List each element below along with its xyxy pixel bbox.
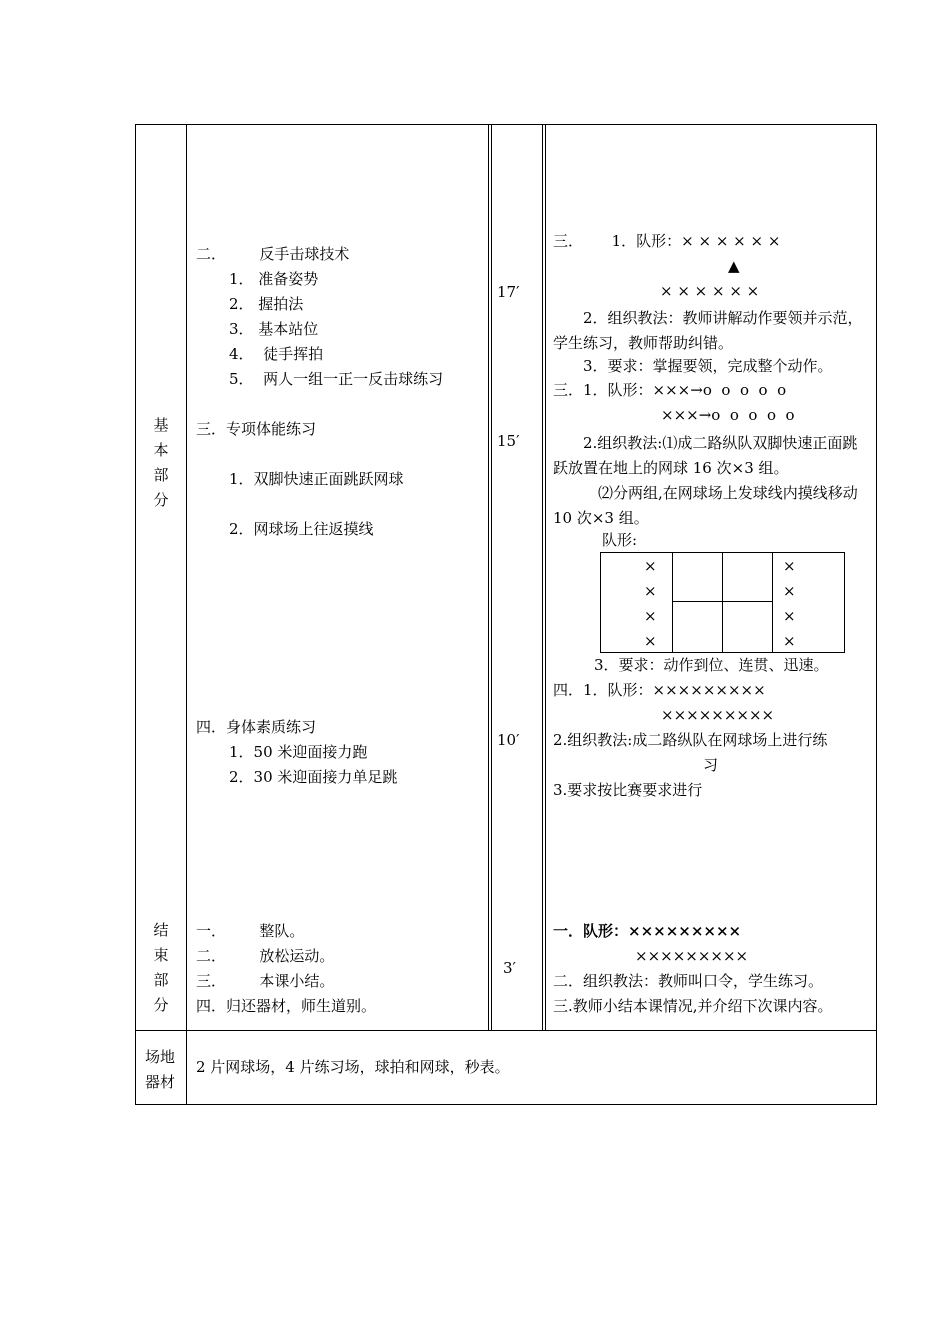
equipment-label-2: 器材 — [145, 1073, 176, 1091]
section-basic: 基本部分 — [153, 416, 169, 509]
m3-formation: 三． 1．队形：× × × × × × — [553, 232, 781, 250]
m3-row2: × × × × × × — [660, 282, 760, 300]
b2-item-2: 2． 握拍法 — [229, 295, 304, 313]
court-line-right — [772, 553, 773, 652]
court-line-service — [672, 601, 772, 602]
b3-item-1: 1．双脚快速正面跳跃网球 — [229, 470, 404, 488]
col-divider-2a — [488, 124, 489, 1030]
end-item-1: 一． 整队。 — [196, 922, 305, 940]
court-mark-r4: × — [783, 632, 796, 650]
equipment-label-1: 场地 — [145, 1048, 176, 1066]
me-row2: ××××××××× — [635, 947, 749, 965]
me-teach: 二．组织教法：教师叫口令，学生练习。 — [553, 972, 824, 990]
time-2: 15′ — [497, 432, 520, 450]
court-mark-l3: × — [644, 607, 657, 625]
table-border-left — [135, 124, 136, 1105]
m3b-teach1: 2.组织教法:⑴成二路纵队双脚快速正面跳跃放置在地上的网球 16 次×3 组。 — [553, 434, 858, 477]
end-item-2: 二． 放松运动。 — [196, 947, 335, 965]
me-summary: 三.教师小结本课情况,并介绍下次课内容。 — [553, 997, 833, 1015]
m3b-row2: ×××→o o o o o — [661, 406, 795, 424]
end-item-4: 四．归还器材，师生道别。 — [196, 997, 377, 1015]
court-mark-l4: × — [644, 632, 657, 650]
court-line-center — [722, 553, 723, 652]
b4-item-2: 2．30 米迎面接力单足跳 — [229, 768, 398, 786]
m3b-req: 3．要求：动作到位、连贯、迅速。 — [594, 656, 829, 674]
equipment-text: 2 片网球场，4 片练习场，球拍和网球，秒表。 — [196, 1058, 510, 1076]
b3-title: 三．专项体能练习 — [196, 420, 317, 438]
b2-item-1: 1． 准备姿势 — [229, 270, 319, 288]
court-mark-r1: × — [783, 557, 796, 575]
col-divider-1 — [186, 124, 187, 1105]
court-line-left — [672, 553, 673, 652]
time-1: 17′ — [497, 283, 520, 301]
col-divider-3b — [545, 124, 546, 1030]
time-4: 3′ — [503, 959, 516, 977]
section-ending: 结束部分 — [153, 921, 169, 1014]
court-diagram — [600, 552, 845, 653]
m3-teach: 2．组织教法：教师讲解动作要领并示范，学生练习，教师帮助纠错。 — [553, 309, 863, 352]
m3b-row1: 三．1．队形：×××→o o o o o — [553, 381, 787, 399]
end-item-3: 三． 本课小结。 — [196, 972, 335, 990]
m4-teach-a: 2.组织教法:成二路纵队在网球场上进行练 — [553, 731, 828, 749]
m3b-teach2: ⑵分两组,在网球场上发球线内摸线移动 10 次×3 组。 — [553, 484, 858, 527]
m4-row2: ××××××××× — [661, 706, 775, 724]
m3-req: 3．要求：掌握要领，完成整个动作。 — [583, 357, 833, 375]
table-border-top — [135, 124, 877, 125]
col-divider-3a — [542, 124, 543, 1030]
court-mark-l2: × — [644, 582, 657, 600]
table-border-right — [876, 124, 877, 1105]
b4-title: 四．身体素质练习 — [196, 718, 317, 736]
court-mark-r2: × — [783, 582, 796, 600]
m4-teach-b: 习 — [703, 756, 719, 774]
table-border-bottom — [135, 1104, 877, 1105]
b3-item-2: 2．网球场上往返摸线 — [229, 520, 374, 538]
me-row1: 一．队形：××××××××× — [553, 922, 742, 940]
time-3: 10′ — [497, 731, 520, 749]
col-divider-2b — [491, 124, 492, 1030]
b2-title: 二． 反手击球技术 — [196, 245, 350, 263]
court-mark-l1: × — [644, 557, 657, 575]
m4-row1: 四．1．队形：××××××××× — [553, 681, 766, 699]
court-mark-r3: × — [783, 607, 796, 625]
m3b-formation: 队形: — [602, 531, 638, 549]
m3-triangle: ▲ — [728, 257, 740, 275]
b2-item-5: 5． 两人一组一正一反击球练习 — [229, 370, 444, 388]
b2-item-4: 4． 徒手挥拍 — [229, 345, 324, 363]
m4-req: 3.要求按比赛要求进行 — [553, 781, 703, 799]
b4-item-1: 1．50 米迎面接力跑 — [229, 743, 368, 761]
table-border-mid — [135, 1030, 877, 1031]
b2-item-3: 3． 基本站位 — [229, 320, 319, 338]
